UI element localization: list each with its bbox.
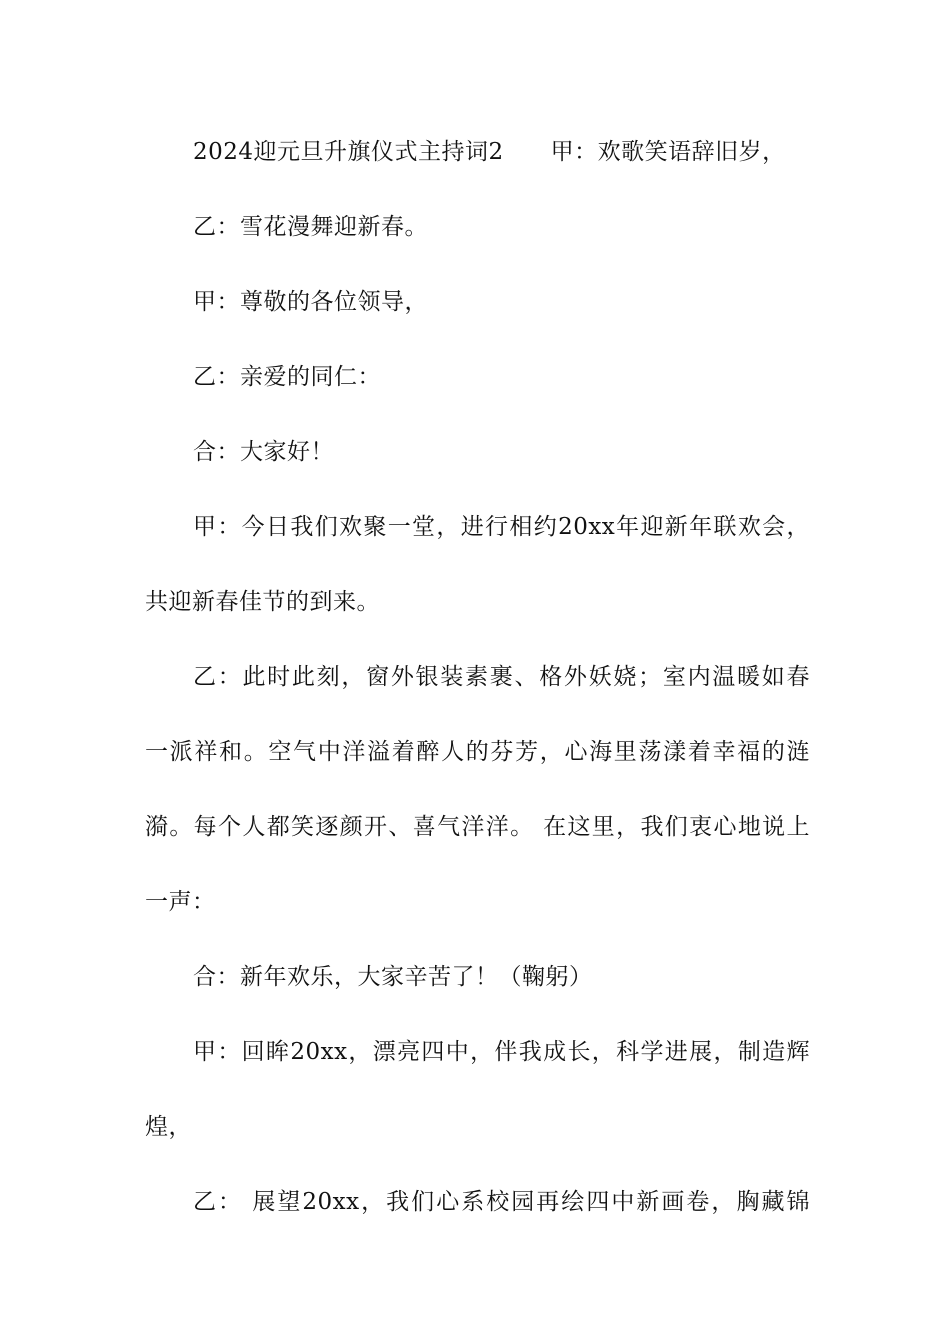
document-line: 一声：: [145, 889, 216, 915]
document-line: 煌，: [145, 1114, 192, 1140]
document-line: 漪。每个人都笑逐颜开、喜气洋洋。 在这里，我们衷心地说上: [145, 814, 810, 840]
document-line: 甲：今日我们欢聚一堂，进行相约20xx年迎新年联欢会，: [193, 514, 810, 540]
document-line: 甲：尊敬的各位领导，: [193, 289, 428, 315]
document-line: 共迎新春佳节的到来。: [145, 589, 380, 615]
document-line: 甲：回眸20xx，漂亮四中，伴我成长，科学进展，制造辉: [193, 1039, 810, 1065]
document-line: 合：新年欢乐，大家辛苦了！（鞠躬）: [193, 964, 593, 990]
document-line: 乙： 展望20xx，我们心系校园再绘四中新画卷，胸藏锦: [193, 1189, 810, 1215]
document-line: 乙：亲爱的同仁：: [193, 364, 381, 390]
document-line-title: 2024迎元旦升旗仪式主持词2 甲：欢歌笑语辞旧岁，: [193, 139, 786, 165]
document-line: 乙：此时此刻，窗外银装素裹、格外妖娆；室内温暖如春: [193, 664, 810, 690]
document-line: 一派祥和。空气中洋溢着醉人的芬芳，心海里荡漾着幸福的涟: [145, 739, 810, 765]
document-line: 乙：雪花漫舞迎新春。: [193, 214, 428, 240]
document-line: 合：大家好！: [193, 439, 334, 465]
